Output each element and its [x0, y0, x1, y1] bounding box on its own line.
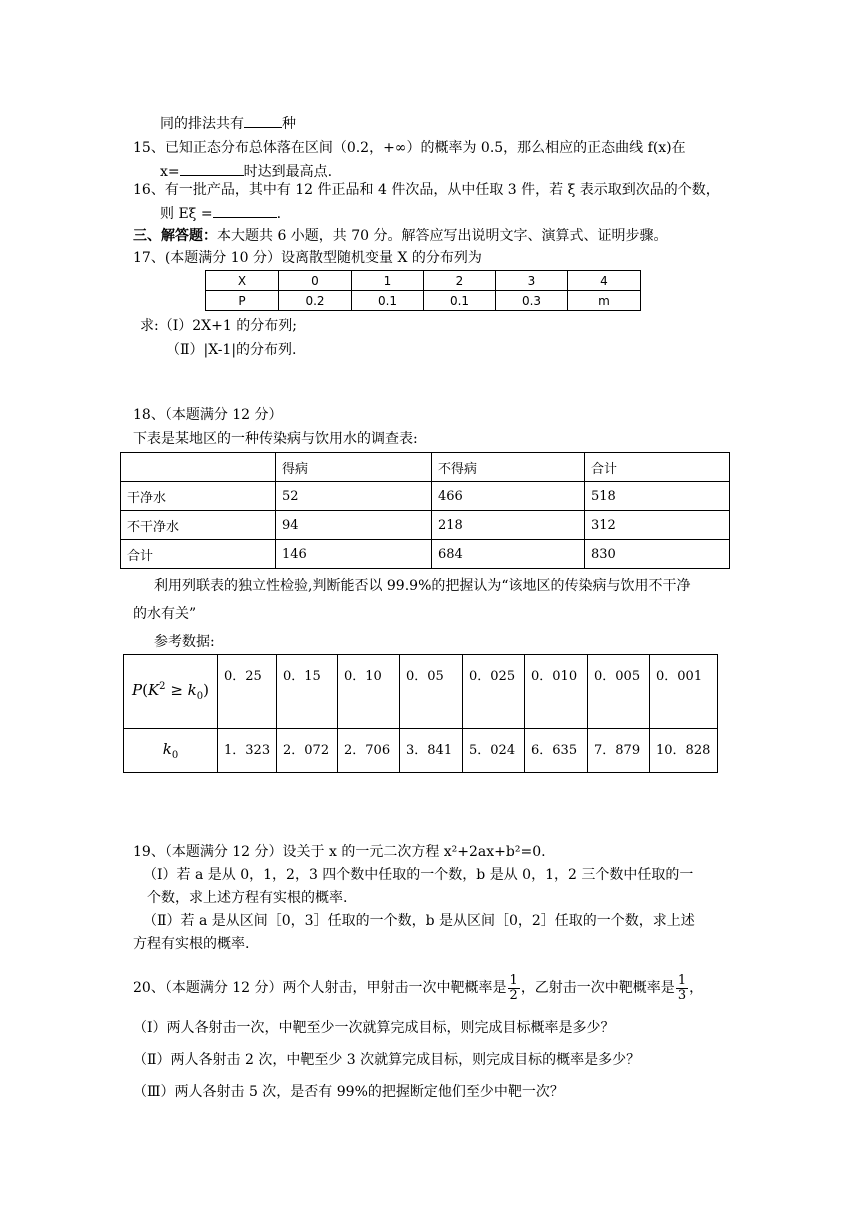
q18-reference-label: 参考数据: — [154, 634, 215, 650]
q20-part3: （Ⅲ）两人各射击 5 次，是否有 99%的把握断定他们至少中靶一次？ — [133, 1084, 564, 1100]
q15-line2: x= 时达到最高点. — [160, 161, 332, 181]
fraction-one-half: $\frac{1}{2}$ — [509, 972, 518, 1003]
table-row: X 0 1 2 3 4 — [206, 271, 641, 291]
table-row: 干净水 52 466 518 — [121, 482, 730, 511]
q18-reference-table — [123, 654, 718, 773]
section-heading: 三、解答题：本大题共 6 小题，共 70 分。解答应写出说明文字、演算式、证明步骤。 — [133, 228, 668, 244]
q19-part1-line1: （Ⅰ）若 a 是从 0，1，2，3 四个数中任取的一个数，b 是从 0，1，2 三个数中任取的一 — [143, 867, 694, 883]
q16-line2: 则 Eξ = . — [160, 203, 281, 223]
q19-title: 19、（本题满分 12 分）设关于 x 的一元二次方程 x²+2ax+b²=0. — [133, 844, 546, 860]
q17-distribution-table — [205, 270, 641, 311]
q19-part1-line2: 个数，求上述方程有实根的概率. — [147, 890, 348, 906]
answer-blank — [244, 113, 282, 128]
fraction-one-third: $\frac{1}{3}$ — [677, 972, 687, 1003]
q20-part2: （Ⅱ）两人各射击 2 次，中靶至少 3 次就算完成目标，则完成目标的概率是多少？ — [133, 1052, 641, 1068]
q16-line1: 16、有一批产品，其中有 12 件正品和 4 件次品，从中任取 3 件，若 ξ 表示取到次品的个数， — [133, 182, 720, 198]
answer-blank — [213, 203, 277, 218]
q18-question-line2: 的水有关” — [133, 606, 197, 622]
q20-part1: （Ⅰ）两人各射击一次，中靶至少一次就算完成目标，则完成目标概率是多少？ — [133, 1020, 615, 1036]
k0-header: $k_0$ — [124, 729, 218, 773]
q19-part2-line1: （Ⅱ）若 a 是从区间［0，3］任取的一个数，b 是从区间［0，2］任取的一个数，求上述 — [143, 913, 695, 929]
q17-part2: （Ⅱ）|X-1|的分布列. — [166, 342, 297, 358]
answer-blank — [180, 161, 244, 176]
q18-intro: 下表是某地区的一种传染病与饮用水的调查表: — [133, 431, 418, 447]
q19-part2-line2: 方程有实根的概率. — [133, 936, 250, 952]
table-row: 得病 不得病 合计 — [121, 453, 730, 482]
q14-tail: 同的排法共有 种 — [160, 113, 296, 133]
q20-title: 20、（本题满分 12 分）两个人射击，甲射击一次中靶概率是 $\frac{1}{2}$ ，乙射击一次中靶概率是 $\frac{1}{3}$ ， — [133, 972, 704, 1003]
table-row: P 0.2 0.1 0.1 0.3 m — [206, 291, 641, 311]
table-row: $k_0$ 1．323 2．072 2．706 3．841 5．024 6．635 7．879 10．828 — [124, 729, 718, 773]
q18-question-line1: 利用列联表的独立性检验,判断能否以 99.9%的把握认为“该地区的传染病与饮用不干净 — [154, 578, 691, 594]
table-row: 合计 146 684 830 — [121, 540, 730, 569]
table-row: 不干净水 94 218 312 — [121, 511, 730, 540]
probability-header: $P(K^2 \ge k_0)$ — [124, 655, 218, 729]
q18-contingency-table — [120, 452, 730, 569]
q17-part1: 求:（Ⅰ）2X+1 的分布列; — [140, 318, 297, 334]
q18-title: 18、（本题满分 12 分） — [133, 407, 283, 423]
q15-line1: 15、已知正态分布总体落在区间（0.2，+∞）的概率为 0.5，那么相应的正态曲线 f(x)在 — [133, 140, 686, 156]
q17-title: 17、(本题满分 10 分）设离散型随机变量 X 的分布列为 — [133, 250, 482, 266]
table-row: $P(K^2 \ge k_0)$ 0．25 0．15 0．10 0．05 0．025 0．010 0．005 0．001 — [124, 655, 718, 729]
